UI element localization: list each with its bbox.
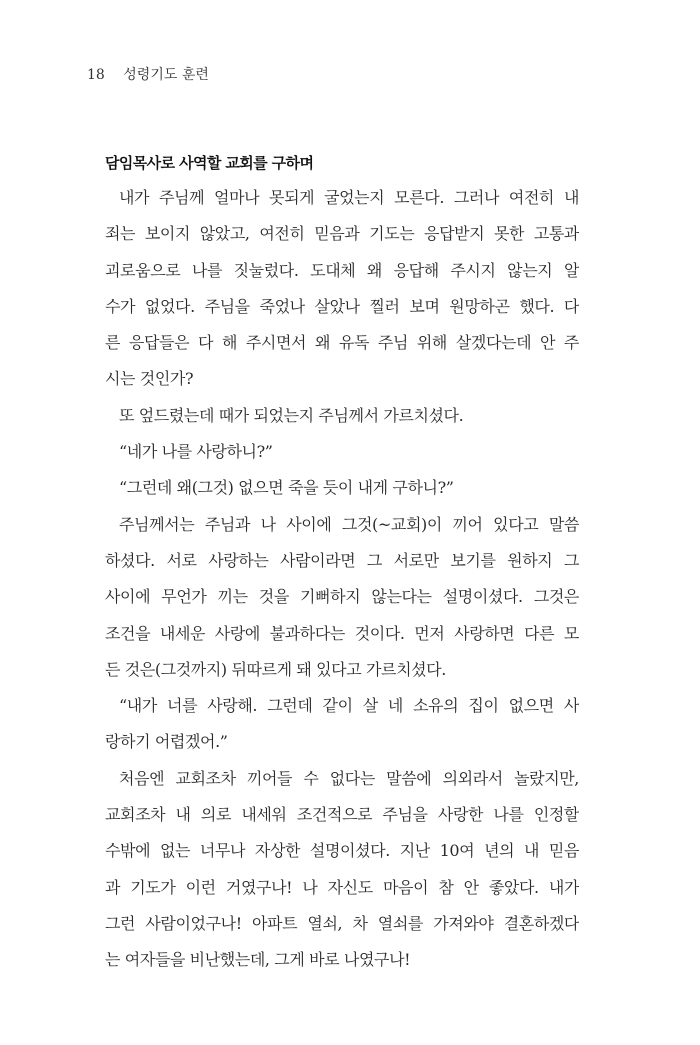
text-line: 든 것은(그것까지) 뒤따르게 돼 있다고 가르치셨다. [105, 659, 446, 679]
text-line: 교회조차 내 의로 내세워 조건적으로 주님을 사랑한 나를 인정할 [105, 805, 579, 825]
text-line: 시는 것인가? [105, 369, 194, 389]
text-line: 과 기도가 이런 거였구나! 나 자신도 마음이 참 안 좋았다. 내가 [105, 877, 579, 897]
text-line: 조건을 내세운 사랑에 불과하다는 것이다. 먼저 사랑하면 다른 모 [105, 623, 579, 643]
text-line: 수밖에 없는 너무나 자상한 설명이셨다. 지난 10여 년의 내 믿음 [105, 841, 579, 861]
body-text [105, 180, 579, 979]
text-line: 하셨다. 서로 사랑하는 사람이라면 그 서로만 보기를 원하지 그 [105, 550, 579, 570]
page-number: 18 [87, 67, 105, 83]
text-line: 그런 사람이었구나! 아파트 열쇠, 차 열쇠를 가져와야 결혼하겠다 [105, 913, 579, 933]
text-line: 죄는 보이지 않았고, 여전히 믿음과 기도는 응답받지 못한 고통과 [105, 224, 579, 244]
page-body [105, 150, 579, 979]
text-line: 는 여자들을 비난했는데, 그게 바로 나였구나! [105, 950, 411, 970]
text-line: 른 응답들은 다 해 주시면서 왜 유독 주님 위해 살겠다는데 안 주 [105, 333, 579, 353]
text-line: 사이에 무언가 끼는 것을 기뻐하지 않는다는 설명이셨다. 그것은 [105, 587, 579, 607]
book-title: 성령기도 훈련 [123, 67, 209, 83]
section-heading: 담임목사로 사역할 교회를 구하며 [105, 154, 314, 172]
text-line: 수가 없었다. 주님을 죽었나 살았나 찔러 보며 원망하곤 했다. 다 [105, 296, 579, 316]
text-line: “그런데 왜(그것) 없으면 죽을 듯이 내게 구하니?” [119, 478, 454, 498]
text-line: 괴로움으로 나를 짓눌렀다. 도대체 왜 응답해 주시지 않는지 알 [105, 260, 579, 280]
text-line: 랑하기 어렵겠어.” [105, 732, 228, 752]
text-line: 또 엎드렸는데 때가 되었는지 주님께서 가르치셨다. [119, 405, 464, 425]
running-head [87, 64, 209, 84]
text-line: 주님께서는 주님과 나 사이에 그것(~교회)이 끼어 있다고 말씀 [119, 514, 579, 534]
text-line: “내가 너를 사랑해. 그런데 같이 살 네 소유의 집이 없으면 사 [119, 696, 579, 716]
text-line: 내가 주님께 얼마나 못되게 굴었는지 모른다. 그러나 여전히 내 [119, 188, 579, 207]
text-line: “네가 나를 사랑하니?” [119, 442, 273, 462]
text-line: 처음엔 교회조차 끼어들 수 없다는 말씀에 의외라서 놀랐지만, [119, 768, 579, 788]
